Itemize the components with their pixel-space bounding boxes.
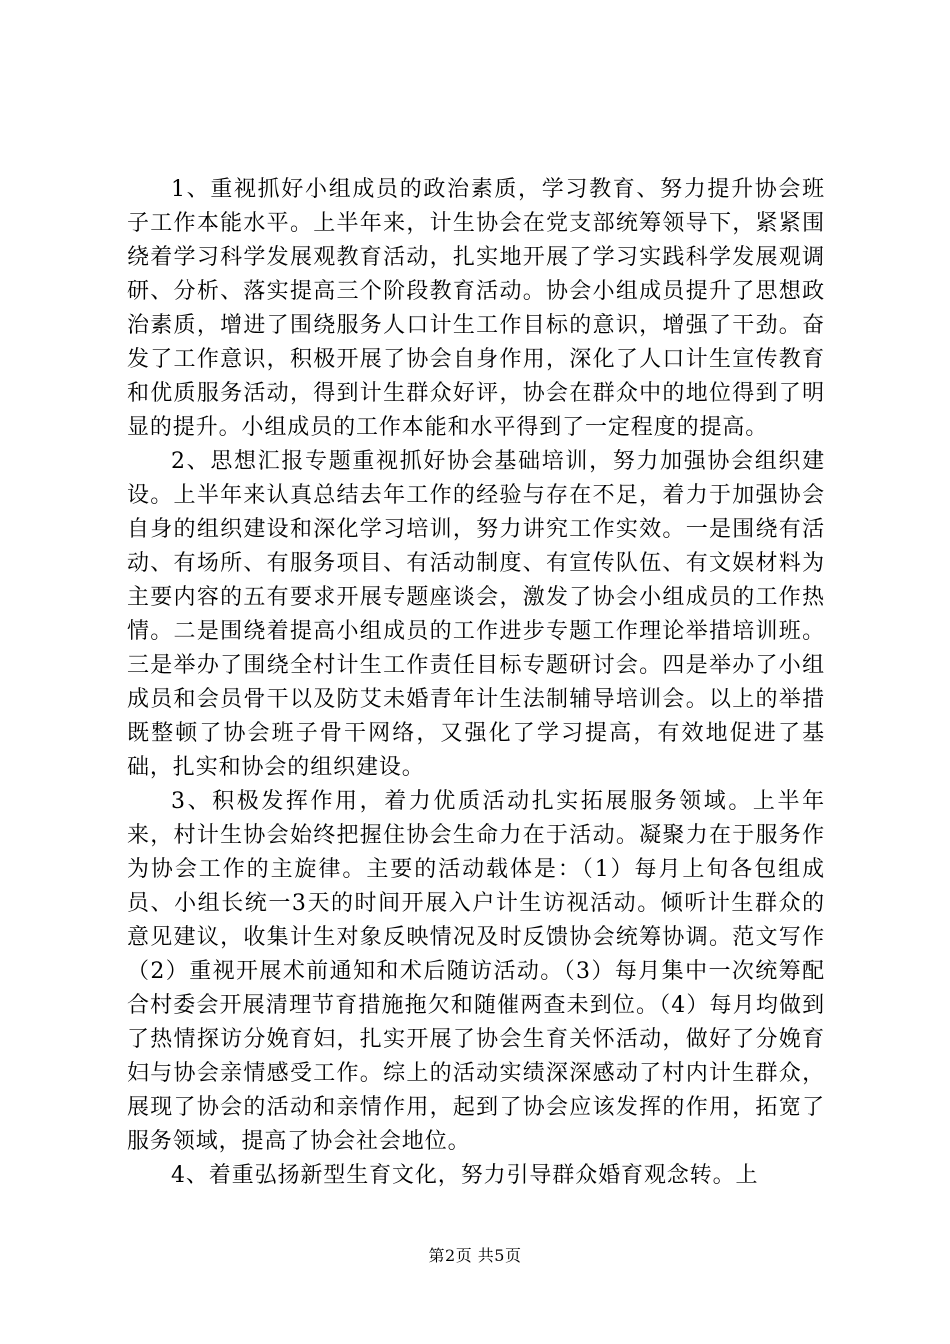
paragraph-4: 4、着重弘扬新型生育文化，努力引导群众婚育观念转。上 (171, 1163, 759, 1188)
paragraph-1: 1、重视抓好小组成员的政治素质，学习教育、努力提升协会班子工作本能水平。上半年来，计生协会在党支部统筹领导下，紧紧围绕着学习科学发展观教育活动，扎实地开展了学习实践科学发展观调研、分析、落实提高三个阶段教育活动。协会小组成员提升了思想政治素质，增进了围绕服务人口计生工作目标的意识，增强了干劲。奋发了工作意识，积极开展了协会自身作用，深化了人口计生宣传教育和优质服务活动，得到计生群众好评，协会在群众中的地位得到了明显的提升。小组成员的工作本能和水平得到了一定程度的提高。 (127, 177, 825, 440)
document-body (127, 173, 825, 1193)
page-number-footer: 第2页 共5页 (428, 1246, 522, 1265)
paragraph-3: 3、积极发挥作用，着力优质活动扎实拓展服务领域。上半年来，村计生协会始终把握住协会生命力在于活动。凝聚力在于服务作为协会工作的主旋律。主要的活动载体是：（1）每月上旬各包组成员、小组长统一3天的时间开展入户计生访视活动。倾听计生群众的意见建议，收集计生对象反映情况及时反馈协会统筹协调。范文写作（2）重视开展术前通知和术后随访活动。（3）每月集中一次统筹配合村委会开展清理节育措施拖欠和随催两查未到位。（4）每月均做到了热情探访分娩育妇，扎实开展了协会生育关怀活动，做好了分娩育妇与协会亲情感受工作。综上的活动实绩深深感动了村内计生群众，展现了协会的活动和亲情作用，起到了协会应该发挥的作用，拓宽了服务领域，提高了协会社会地位。 (127, 789, 825, 1154)
paragraph-2: 2、思想汇报专题重视抓好协会基础培训，努力加强协会组织建设。上半年来认真总结去年工作的经验与存在不足，着力于加强协会自身的组织建设和深化学习培训，努力讲究工作实效。一是围绕有活动、有场所、有服务项目、有活动制度、有宣传队伍、有文娱材料为主要内容的五有要求开展专题座谈会，激发了协会小组成员的工作热情。二是围绕着提高小组成员的工作进步专题工作理论举措培训班。三是举办了围绕全村计生工作责任目标专题研讨会。四是举办了小组成员和会员骨干以及防艾未婚青年计生法制辅导培训会。以上的举措既整顿了协会班子骨干网络，又强化了学习提高，有效地促进了基础，扎实和协会的组织建设。 (127, 449, 825, 780)
